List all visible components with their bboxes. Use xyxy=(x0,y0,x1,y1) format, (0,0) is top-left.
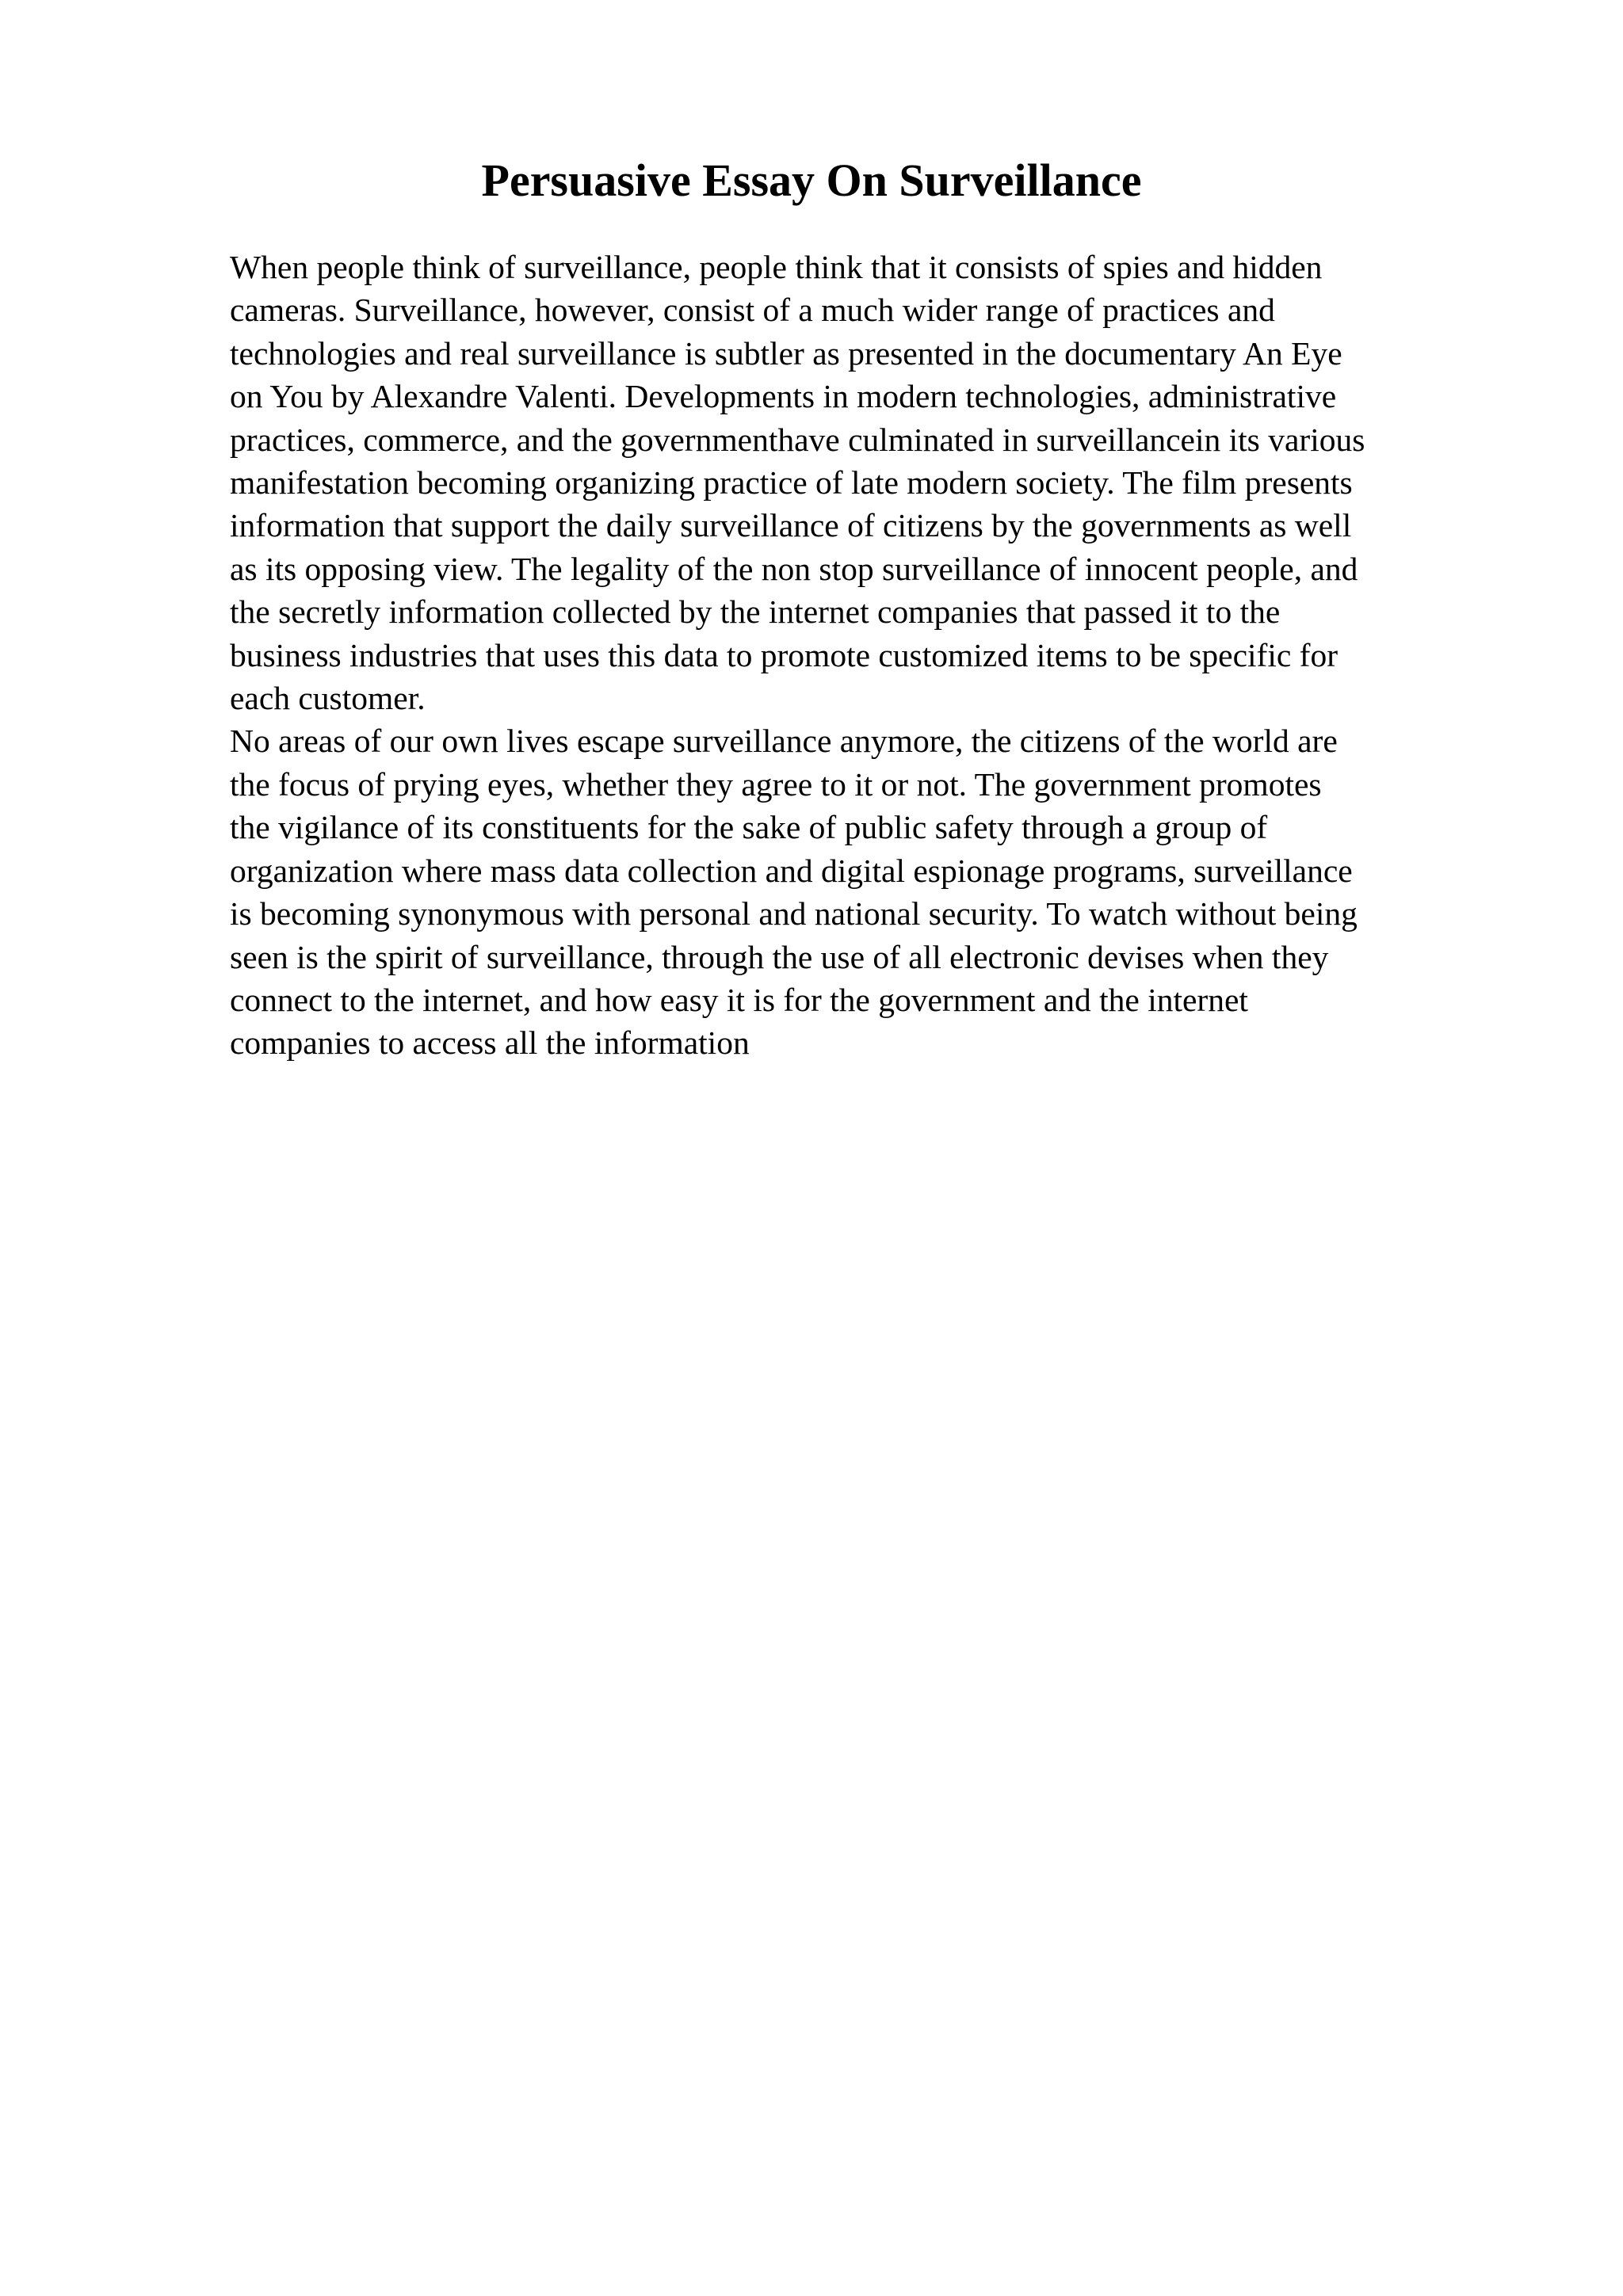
text-line: each customer. xyxy=(230,680,426,717)
text-line: business industries that uses this data to promote customized items to be specific for xyxy=(230,636,1338,673)
text-line: manifestation becoming organizing practice of late modern society. The film presents xyxy=(230,464,1353,502)
text-line: cameras. Surveillance, however, consist of a much wider range of practices and xyxy=(230,292,1275,329)
text-line: information that support the daily surveillance of citizens by the governments as well xyxy=(230,507,1352,544)
text-line: No areas of our own lives escape surveillance anymore, the citizens of the world are xyxy=(230,723,1338,760)
text-line: connect to the internet, and how easy it is for the government and the internet xyxy=(230,981,1248,1018)
text-line: technologies and real surveillance is subtler as presented in the documentary An Eye xyxy=(230,334,1342,372)
paragraph-1 xyxy=(230,246,1514,719)
text-line: seen is the spirit of surveillance, through the use of all electronic devises when they xyxy=(230,938,1329,975)
text-line: the secretly information collected by the internet companies that passed it to the xyxy=(230,593,1281,631)
text-line: When people think of surveillance, people think that it consists of spies and hidden xyxy=(230,249,1323,285)
text-line: is becoming synonymous with personal and national security. To watch without being xyxy=(230,895,1358,933)
paragraph-2 xyxy=(230,719,1514,1064)
text-line: practices, commerce, and the governmenthave culminated in surveillancein its various xyxy=(230,421,1365,458)
text-line: on You by Alexandre Valenti. Developments in modern technologies, administrative xyxy=(230,378,1337,415)
text-line: as its opposing view. The legality of the non stop surveillance of innocent people, and xyxy=(230,550,1358,587)
text-line: the focus of prying eyes, whether they agree to it or not. The government promotes xyxy=(230,765,1322,803)
document-title: Persuasive Essay On Surveillance xyxy=(481,154,1142,206)
document-body xyxy=(230,246,1514,1065)
text-line: the vigilance of its constituents for the sake of public safety through a group of xyxy=(230,809,1268,846)
text-line: organization where mass data collection and digital espionage programs, surveillance xyxy=(230,852,1353,889)
text-line: companies to access all the information xyxy=(230,1024,750,1062)
